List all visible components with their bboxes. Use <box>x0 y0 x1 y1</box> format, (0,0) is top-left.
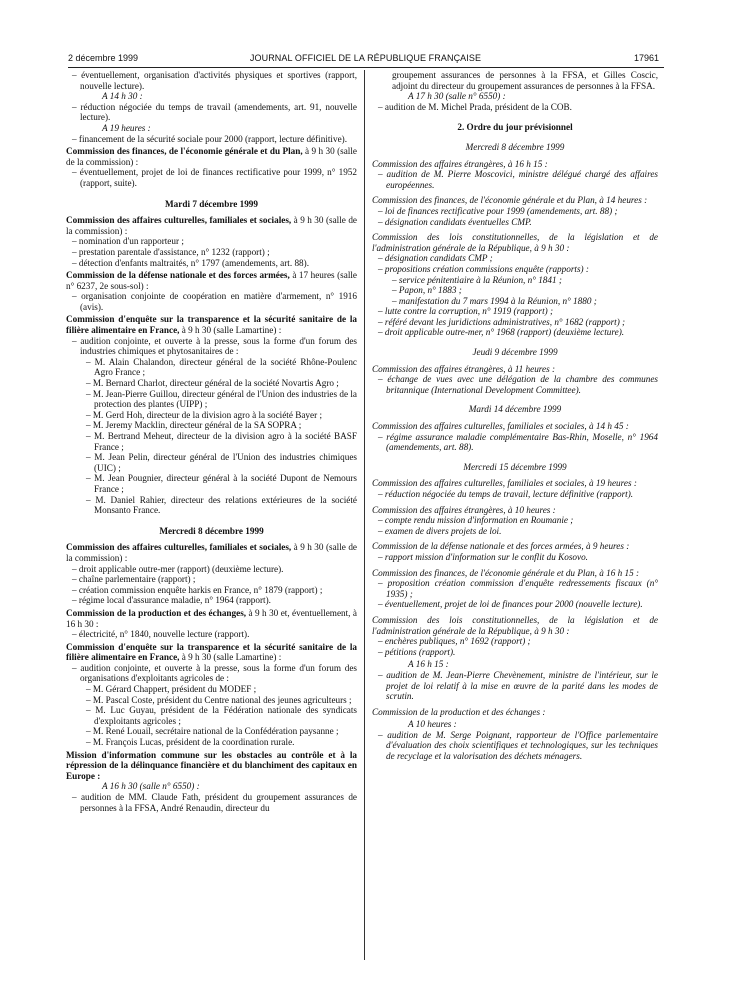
header-date: 2 décembre 1999 <box>68 53 139 63</box>
agenda-subitem: – M. Jeremy Macklin, directeur général de la SA SOPRA ; <box>86 420 302 431</box>
commission-heading <box>66 642 357 663</box>
commission-time: à 9 h 30 (salle Lamartine) : <box>179 325 282 336</box>
commission-heading: Commission des affaires culturelles, familiales et sociales, à 14 h 45 : <box>372 421 629 432</box>
commission-heading: Commission des lois constitutionnelles, de la législation et de l'administration générale de la République, à 9 h 30 : <box>372 614 658 636</box>
agenda-item: – enchères publiques, n° 1692 (rapport) ; <box>378 636 531 647</box>
agenda-item: – financement de la sécurité sociale pour 2000 (rapport, lecture définitive). <box>72 133 348 144</box>
commission-heading <box>66 608 357 629</box>
agenda-continuation: groupement assurances de personnes à la FFSA, et Gilles Coscic, adjoint du directeur du groupement assurances de personnes à la FFSA. <box>392 70 658 91</box>
agenda-item: – examen de divers projets de loi. <box>378 525 502 536</box>
agenda-subitem: – M. Alain Chalandon, directeur général de la société Rhône-Poulenc Agro France ; <box>86 356 357 378</box>
agenda-item: – détection d'enfants maltraités, n° 1797 (amendements, art. 88). <box>72 257 309 268</box>
commission-name: Commission des affaires culturelles, familiales et sociales, <box>66 215 292 226</box>
agenda-item: – réduction négociée du temps de travail (amendements, art. 91, nouvelle lecture). <box>72 101 357 123</box>
agenda-subitem: – service pénitentiaire à la Réunion, n° 1841 ; <box>392 274 562 285</box>
commission-heading: Commission des affaires étrangères, à 16 h 15 : <box>372 158 548 169</box>
agenda-item: – organisation conjointe de coopération en matière d'armement, n° 1916 (avis). <box>72 291 357 312</box>
session-time: A 16 h 30 (salle n° 6550) : <box>102 781 200 792</box>
commission-heading <box>66 542 357 563</box>
agenda-subitem: – M. Jean Pougnier, directeur général à la société Dupont de Nemours France ; <box>86 473 357 494</box>
commission-heading <box>66 146 357 167</box>
commission-name: Commission de la défense nationale et des forces armées, <box>66 270 290 281</box>
day-heading: Mercredi 8 décembre 1999 <box>465 141 565 152</box>
agenda-item: – échange de vues avec une délégation de la chambre des communes britannique (International Development Committee). <box>378 374 658 395</box>
agenda-item: – éventuellement, organisation d'activités physiques et sportives (rapport, nouvelle lecture). <box>72 70 357 91</box>
agenda-subitem: – M. Gerd Hoh, directeur de la division agro à la société Bayer ; <box>86 409 322 420</box>
agenda-item: – proposition création commission d'enquête redressements fiscaux (n° 1935) ; <box>378 578 658 599</box>
day-heading: Jeudi 9 décembre 1999 <box>472 347 558 358</box>
commission-heading: Commission des affaires étrangères, à 11 heures : <box>372 363 556 374</box>
commission-time: à 9 h 30 (salle de la commission) : <box>66 146 357 167</box>
agenda-item: – audition de M. Serge Poignant, rapporteur de l'Office parlementaire d'évaluation des choix scientifiques et technologiques, sur les techniques de recyclage et la valorisation des déchets ménagers. <box>378 729 658 762</box>
agenda-item: – réduction négociée du temps de travail, lecture définitive (rapport). <box>378 489 634 499</box>
agenda-item: – désignation candidats CMP ; <box>378 253 493 264</box>
agenda-item: – chaîne parlementaire (rapport) ; <box>72 574 196 585</box>
left-column <box>66 70 357 813</box>
day-heading: Mardi 7 décembre 1999 <box>165 198 258 209</box>
commission-heading <box>66 270 357 291</box>
agenda-subitem: – M. Daniel Rahier, directeur des relations extérieures de la société Monsanto France. <box>86 494 357 516</box>
commission-heading: Commission des affaires culturelles, familiales et sociales, à 19 heures : <box>372 478 637 489</box>
commission-time: à 9 h 30 (salle Lamartine) : <box>179 652 282 663</box>
agenda-item: – nomination d'un rapporteur ; <box>72 236 184 247</box>
section-heading: 2. Ordre du jour prévisionnel <box>457 122 573 133</box>
agenda-item: – compte rendu mission d'information en Roumanie ; <box>378 515 574 526</box>
agenda-item: – droit applicable outre-mer, n° 1968 (rapport) (deuxième lecture). <box>378 327 625 338</box>
agenda-item: – référé devant les juridictions administratives, n° 1682 (rapport) ; <box>378 316 626 327</box>
commission-heading: Commission des finances, de l'économie générale et du Plan, à 16 h 15 : <box>372 567 640 578</box>
agenda-item: – prestation parentale d'assistance, n° 1232 (rapport) ; <box>72 246 270 257</box>
agenda-subitem: – M. René Louail, secrétaire national de la Confédération paysanne ; <box>86 726 339 737</box>
commission-name: Commission d'enquête sur la transparence et la sécurité sanitaire de la filière alimentaire en France, <box>66 314 357 336</box>
agenda-item: – pétitions (rapport). <box>378 646 456 657</box>
agenda-item: – audition de M. Jean-Pierre Chevènement, ministre de l'intérieur, sur le projet de loi relatif à la mise en œuvre de la parité dans les modes de scrutin. <box>378 669 658 702</box>
commission-time: à 17 heures (salle n° 6237, 2e sous-sol) : <box>66 270 357 291</box>
agenda-item: – audition conjointe, et ouverte à la presse, sous la forme d'un forum des industries chimiques et phytosanitaires de : <box>72 335 357 357</box>
commission-heading: Commission de la défense nationale et des forces armées, à 9 heures : <box>372 541 630 552</box>
commission-time: à 9 h 30 (salle de la commission) : <box>66 542 357 563</box>
agenda-item: – rapport mission d'information sur le conflit du Kosovo. <box>378 551 588 562</box>
session-time: A 17 h 30 (salle n° 6550) : <box>408 91 506 102</box>
commission-name: Commission des affaires culturelles, familiales et sociales, <box>66 542 292 553</box>
commission-heading: Commission des lois constitutionnelles, de la législation et de l'administration générale de la République, à 9 h 30 : <box>372 232 658 253</box>
agenda-item: – droit applicable outre-mer (rapport) (deuxième lecture). <box>72 563 284 574</box>
agenda-item: – audition de M. Michel Prada, président de la COB. <box>378 101 572 112</box>
day-heading: Mercredi 15 décembre 1999 <box>463 461 567 472</box>
commission-name: Commission de la production et des échanges, <box>66 607 247 618</box>
commission-heading: Commission de la production et des échanges : <box>372 706 546 717</box>
agenda-item: – loi de finances rectificative pour 1999 (amendements, art. 88) ; <box>378 205 618 216</box>
session-time: A 16 h 15 : <box>408 659 449 670</box>
commission-heading: Commission des finances, de l'économie générale et du Plan, à 14 heures : <box>372 195 648 206</box>
agenda-item: – régime local d'assurance maladie, n° 1964 (rapport). <box>72 595 271 606</box>
session-time: A 19 heures : <box>102 122 151 133</box>
commission-name: Commission des finances, de l'économie générale et du Plan, <box>66 146 303 157</box>
commission-time: à 9 h 30 (salle de la commission) : <box>66 215 357 236</box>
agenda-item: – électricité, n° 1840, nouvelle lecture (rapport). <box>72 629 250 640</box>
agenda-item: – lutte contre la corruption, n° 1919 (rapport) ; <box>378 306 554 317</box>
commission-name: Mission d'information commune sur les obstacles au contrôle et à la répression de la délinquance financière et du blanchiment des capitaux en Europe : <box>66 749 357 781</box>
right-column <box>372 70 658 762</box>
agenda-item: – éventuellement, projet de loi de finances pour 2000 (nouvelle lecture). <box>378 599 643 610</box>
session-time: A 14 h 30 : <box>102 91 143 102</box>
agenda-item: – éventuellement, projet de loi de finances rectificative pour 1999, n° 1952 (rapport, suite). <box>72 167 357 188</box>
agenda-item: – désignation candidats éventuelles CMP. <box>378 216 532 227</box>
header-page-number: 17961 <box>633 53 659 63</box>
agenda-subitem: – M. François Lucas, président de la coordination rurale. <box>86 737 295 748</box>
commission-heading <box>66 750 357 782</box>
agenda-subitem: – M. Jean-Pierre Guillou, directeur général de l'Union des industries de la protection des plantes (UIPP) ; <box>86 388 357 410</box>
page-header <box>0 0 731 70</box>
day-heading: Mardi 14 décembre 1999 <box>468 404 562 415</box>
agenda-item: – régime assurance maladie complémentaire Bas-Rhin, Moselle, n° 1964 (amendements, art. 88). <box>378 431 658 453</box>
session-time: A 10 heures : <box>408 719 457 730</box>
agenda-subitem: – M. Pascal Coste, président du Centre national des jeunes agriculteurs ; <box>86 694 352 705</box>
agenda-subitem: – M. Bertrand Meheut, directeur de la division agro à la société BASF France ; <box>86 431 357 452</box>
agenda-subitem: – Papon, n° 1883 ; <box>392 285 462 296</box>
agenda-subitem: – M. Bernard Charlot, directeur général de la société Novartis Agro ; <box>86 378 339 389</box>
agenda-item: – propositions création commissions enquête (rapports) : <box>378 263 589 274</box>
commission-heading <box>66 314 357 335</box>
header-rule <box>68 67 664 68</box>
agenda-item: – audition de MM. Claude Fath, président du groupement assurances de personnes à la FFSA, André Renaudin, directeur du <box>72 792 357 813</box>
agenda-item: – création commission enquête harkis en France, n° 1879 (rapport) ; <box>72 584 323 595</box>
column-separator <box>364 70 365 960</box>
agenda-item: – audition conjointe, et ouverte à la presse, sous la forme d'un forum des organisations d'exploitants agricoles de : <box>72 662 357 684</box>
commission-heading: Commission des affaires étrangères, à 10 heures : <box>372 504 556 515</box>
commission-time: à 9 h 30 et, éventuellement, à 16 h 30 : <box>66 607 357 629</box>
agenda-subitem: – M. Luc Guyau, président de la Fédération nationale des syndicats d'exploitants agricoles ; <box>86 705 357 726</box>
agenda-subitem: – manifestation du 7 mars 1994 à la Réunion, n° 1880 ; <box>392 295 597 306</box>
commission-heading <box>66 215 357 236</box>
agenda-item: – audition de M. Pierre Moscovici, ministre délégué chargé des affaires européennes. <box>378 169 658 190</box>
agenda-subitem: – M. Jean Pelin, directeur général de l'Union des industries chimiques (UIC) ; <box>86 452 357 473</box>
header-title: JOURNAL OFFICIEL DE LA RÉPUBLIQUE FRANÇAISE <box>249 53 482 63</box>
commission-name: Commission d'enquête sur la transparence et la sécurité sanitaire de la filière alimentaire en France, <box>66 641 357 663</box>
day-heading: Mercredi 8 décembre 1999 <box>159 525 264 536</box>
agenda-subitem: – M. Gérard Chappert, président du MODEF ; <box>86 684 257 695</box>
